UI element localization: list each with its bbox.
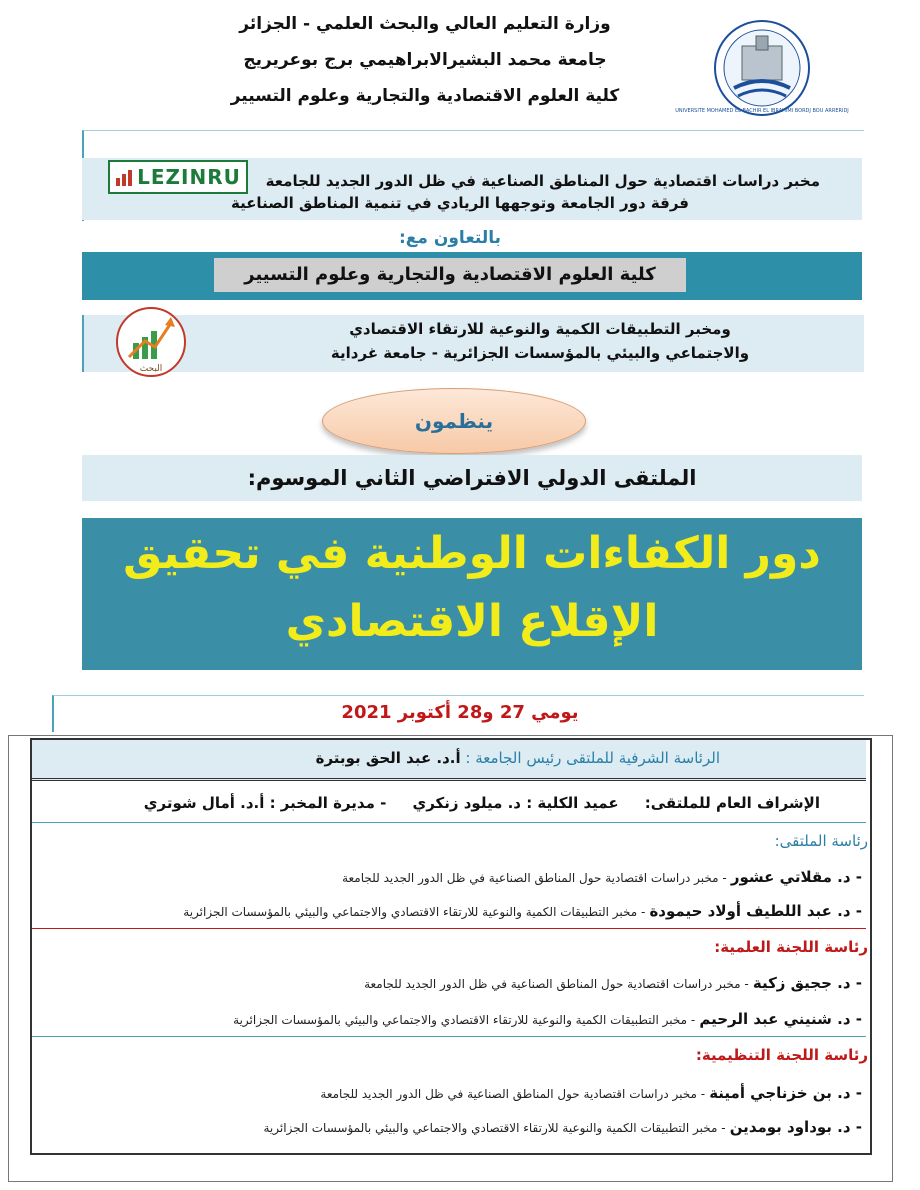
member-row bbox=[62, 1118, 862, 1136]
lab1-line2: فرقة دور الجامعة وتوجهها الريادي في تنمية المناطق الصناعية bbox=[230, 194, 690, 212]
member-row bbox=[62, 1010, 862, 1028]
lab1-line1: مخبر دراسات اقتصادية حول المناطق الصناعية في ظل الدور الجديد للجامعة bbox=[265, 172, 820, 190]
honorary-label: الرئاسة الشرفية للملتقى رئيس الجامعة : bbox=[460, 749, 720, 767]
member-name: - د. ججيق زكية bbox=[752, 974, 862, 992]
section-title-forum-chair: رئاسة الملتقى: bbox=[774, 832, 868, 850]
member-row bbox=[62, 902, 862, 920]
university-logo bbox=[675, 18, 849, 118]
member-lab: - مخبر دراسات اقتصادية حول المناطق الصناعية في ظل الدور الجديد للجامعة bbox=[342, 871, 727, 885]
lab2-line1: ومخبر التطبيقات الكمية والنوعية للارتقاء الاقتصادي bbox=[349, 320, 731, 338]
lezinru-text: LEZINRU bbox=[137, 165, 241, 189]
forum-label: الملتقى الدولي الافتراضي الثاني الموسوم: bbox=[82, 455, 862, 501]
ministry-line: وزارة التعليم العالي والبحث العلمي - الجزائر bbox=[239, 14, 611, 34]
organize-badge: ينظمون bbox=[322, 388, 586, 454]
section-title-scientific: رئاسة اللجنة العلمية: bbox=[714, 938, 868, 956]
honorary-name: أ.د. عبد الحق بوبترة bbox=[315, 749, 461, 767]
member-lab: - مخبر التطبيقات الكمية والنوعية للارتقاء الاقتصادي والاجتماعي والبيئي بالمؤسسات الجزائرية bbox=[233, 1013, 696, 1027]
member-name: - د. شنيني عبد الرحيم bbox=[699, 1010, 862, 1028]
section-title-organizing: رئاسة اللجنة التنظيمية: bbox=[695, 1046, 868, 1064]
lab2-logo bbox=[105, 305, 197, 379]
lab2-logo-text: البحث bbox=[139, 364, 163, 374]
event-date: يومي 27 و28 أكتوبر 2021 bbox=[341, 702, 579, 723]
honorary-chair bbox=[60, 749, 720, 767]
member-row bbox=[62, 1084, 862, 1102]
divider bbox=[32, 928, 866, 929]
general-supervision: الإشراف العام للملتقى: عميد الكلية : د. ميلود زنكري - مديرة المخبر : أ.د. أمال شوتري bbox=[143, 794, 820, 812]
collaboration-label: بالتعاون مع: bbox=[399, 228, 501, 248]
member-lab: - مخبر دراسات اقتصادية حول المناطق الصناعية في ظل الدور الجديد للجامعة bbox=[320, 1087, 706, 1101]
divider bbox=[32, 822, 866, 823]
member-name: - د. مقلاتي عشور bbox=[730, 868, 862, 886]
partner-faculty: كلية العلوم الاقتصادية والتجارية وعلوم التسيير bbox=[214, 258, 686, 292]
title-line1: دور الكفاءات الوطنية في تحقيق bbox=[123, 528, 821, 579]
university-line: جامعة محمد البشيرالابراهيمي برج بوعريريج bbox=[243, 50, 607, 70]
member-name: - د. بن خزناجي أمينة bbox=[709, 1084, 862, 1102]
member-lab: - مخبر التطبيقات الكمية والنوعية للارتقاء الاقتصادي والاجتماعي والبيئي بالمؤسسات الجزائرية bbox=[183, 905, 646, 919]
member-lab: - مخبر التطبيقات الكمية والنوعية للارتقاء الاقتصادي والاجتماعي والبيئي بالمؤسسات الجزائرية bbox=[263, 1121, 726, 1135]
member-name: - د. عبد اللطيف أولاد حيمودة bbox=[649, 902, 862, 920]
logo-caption: UNIVERSITE MOHAMED EL BACHIR EL IBRAHIMI BORDJ BOU ARRERIDJ bbox=[675, 108, 849, 114]
member-lab: - مخبر دراسات اقتصادية حول المناطق الصناعية في ظل الدور الجديد للجامعة bbox=[364, 977, 749, 991]
faculty-line: كلية العلوم الاقتصادية والتجارية وعلوم التسيير bbox=[230, 86, 620, 106]
member-row bbox=[62, 974, 862, 992]
member-row bbox=[62, 868, 862, 886]
lab2-line2: والاجتماعي والبيئي بالمؤسسات الجزائرية - جامعة غرداية bbox=[330, 344, 750, 362]
divider bbox=[32, 1036, 866, 1037]
member-name: - د. بوداود بومدين bbox=[729, 1118, 862, 1136]
title-line2: الإقلاع الاقتصادي bbox=[285, 596, 659, 647]
